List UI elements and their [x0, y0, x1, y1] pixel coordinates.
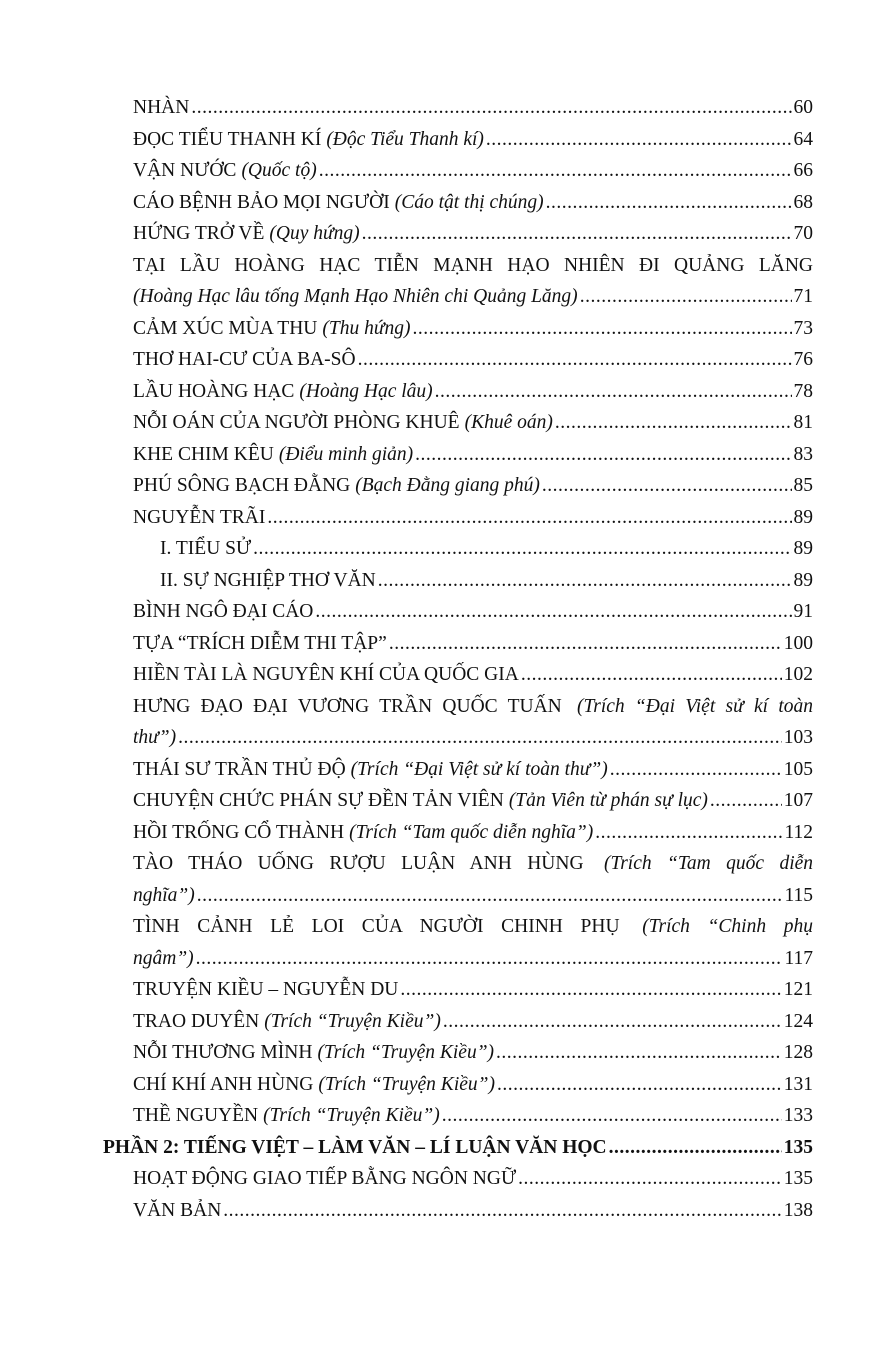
table-of-contents: [103, 92, 813, 1226]
entry-title: TÀO THÁO UỐNG RƯỢU LUẬN ANH HÙNG: [133, 853, 584, 874]
dot-leader: [593, 817, 782, 849]
page-number: 135: [783, 1168, 813, 1189]
entry-subtitle: (Độc Tiểu Thanh kí): [326, 128, 484, 150]
entry-title: LẦU HOÀNG HẠC: [133, 380, 295, 402]
entry-title: HƯNG ĐẠO ĐẠI VƯƠNG TRẦN QUỐC TUẤN: [133, 695, 562, 717]
toc-entry[interactable]: [133, 1195, 813, 1227]
page-number: 66: [793, 160, 813, 181]
page-number: 138: [783, 1199, 813, 1221]
dot-leader: [494, 1037, 782, 1069]
toc-entry[interactable]: [133, 1069, 813, 1101]
toc-entry[interactable]: [133, 407, 813, 439]
entry-title: KHE CHIM KÊU: [133, 443, 274, 465]
toc-entry-line2[interactable]: [133, 880, 813, 912]
entry-subtitle-continued: nghĩa”): [133, 884, 195, 906]
page-number: 131: [783, 1073, 813, 1095]
toc-entry[interactable]: [133, 565, 813, 597]
dot-leader: [356, 344, 792, 376]
dot-leader: [189, 92, 791, 124]
entry-title: THỀ NGUYỀN: [133, 1105, 259, 1126]
toc-entry[interactable]: [133, 124, 813, 156]
toc-entry-line2[interactable]: [133, 281, 813, 313]
toc-entry-line2[interactable]: [133, 722, 813, 754]
entry-title: CÁO BỆNH BẢO MỌI NGƯỜI: [133, 191, 390, 213]
page-number: 76: [793, 349, 813, 370]
page-number: 117: [784, 947, 813, 969]
entry-title: HỒI TRỐNG CỔ THÀNH: [133, 821, 345, 843]
dot-leader: [516, 1163, 782, 1195]
page-number: 64: [793, 128, 813, 150]
toc-entry[interactable]: [133, 187, 813, 219]
toc-entry-line1[interactable]: [133, 691, 813, 723]
dot-leader: [608, 754, 782, 786]
dot-leader: [413, 439, 791, 471]
dot-leader: [484, 124, 792, 156]
page-number: 103: [783, 727, 813, 748]
page-number: 89: [793, 538, 813, 559]
dot-leader: [398, 974, 781, 1006]
page-number: 81: [793, 412, 813, 433]
entry-title: TRAO DUYÊN: [133, 1010, 260, 1032]
entry-title: HỨNG TRỞ VỀ: [133, 223, 265, 244]
page-number: 100: [783, 632, 813, 654]
entry-subtitle: (Trích “Chinh phụ: [642, 916, 813, 937]
dot-leader: [495, 1069, 782, 1101]
entry-subtitle: (Trích “Tam quốc diễn nghĩa”): [349, 821, 594, 843]
dot-leader: [553, 407, 792, 439]
page-number: 135: [783, 1136, 813, 1158]
entry-title: II. SỰ NGHIỆP THƠ VĂN: [160, 569, 376, 591]
toc-entry[interactable]: [133, 470, 813, 502]
entry-title: BÌNH NGÔ ĐẠI CÁO: [133, 601, 314, 622]
dot-leader: [313, 596, 791, 628]
page-number: 115: [784, 884, 813, 906]
toc-entry-line1[interactable]: [133, 911, 813, 943]
entry-title: TRUYỆN KIỀU – NGUYỄN DU: [133, 979, 399, 1000]
entry-title: CẢM XÚC MÙA THU: [133, 317, 318, 339]
toc-entry[interactable]: [133, 155, 813, 187]
toc-entry[interactable]: [133, 533, 813, 565]
entry-title: NGUYỄN TRÃI: [133, 506, 266, 528]
toc-entry[interactable]: [133, 344, 813, 376]
entry-subtitle: (Trích “Tam quốc diễn: [603, 853, 813, 874]
page-number: 70: [793, 223, 813, 244]
dot-leader: [376, 565, 792, 597]
page-number: 89: [793, 569, 813, 591]
entry-subtitle: (Quốc tộ): [241, 160, 317, 181]
entry-subtitle: (Trích “Truyện Kiều”): [264, 1010, 441, 1032]
entry-title: VẬN NƯỚC: [133, 160, 237, 181]
dot-leader: [317, 155, 792, 187]
entry-subtitle: (Điểu minh giản): [278, 443, 414, 465]
toc-entry[interactable]: [133, 974, 813, 1006]
page-number: 83: [793, 443, 813, 465]
entry-title: VĂN BẢN: [133, 1199, 222, 1221]
dot-leader: [607, 1132, 782, 1164]
page-number: 73: [793, 317, 813, 339]
toc-entry[interactable]: [133, 817, 813, 849]
page-number: 107: [783, 790, 813, 811]
dot-leader: [440, 1100, 782, 1132]
dot-leader: [195, 880, 783, 912]
toc-entry[interactable]: [133, 1006, 813, 1038]
page-number: 85: [793, 475, 813, 496]
entry-title: TÌNH CẢNH LẺ LOI CỦA NGƯỜI CHINH PHỤ: [133, 916, 620, 937]
entry-title: NHÀN: [133, 97, 190, 118]
dot-leader: [433, 376, 792, 408]
page-number: 102: [783, 664, 813, 685]
entry-subtitle: (Trích “Đại Việt sử kí toàn thư”): [350, 758, 608, 780]
page-number: 128: [783, 1042, 813, 1063]
dot-leader: [441, 1006, 782, 1038]
entry-subtitle: (Trích “Truyện Kiều”): [317, 1042, 495, 1063]
toc-entry-line1[interactable]: [133, 848, 813, 880]
dot-leader: [578, 281, 792, 313]
entry-subtitle: (Quy hứng): [269, 223, 360, 244]
entry-title: HIỀN TÀI LÀ NGUYÊN KHÍ CỦA QUỐC GIA: [133, 664, 519, 685]
entry-subtitle: (Khuê oán): [464, 412, 553, 433]
entry-title: THƠ HAI-CƯ CỦA BA-SÔ: [133, 349, 356, 370]
dot-leader: [194, 943, 783, 975]
entry-title: CHÍ KHÍ ANH HÙNG: [133, 1073, 314, 1095]
page-number: 60: [793, 97, 813, 118]
entry-subtitle: (Trích “Truyện Kiều”): [318, 1073, 495, 1095]
page-number: 78: [793, 380, 813, 402]
page-number: 68: [793, 191, 813, 213]
toc-entry-line1[interactable]: [133, 250, 813, 282]
page-number: 124: [783, 1010, 813, 1032]
page-number: 112: [784, 821, 813, 843]
toc-entry[interactable]: [133, 218, 813, 250]
dot-leader: [360, 218, 792, 250]
entry-title: CHUYỆN CHỨC PHÁN SỰ ĐỀN TẢN VIÊN: [133, 790, 504, 811]
toc-entry[interactable]: [133, 1037, 813, 1069]
dot-leader: [708, 785, 782, 817]
toc-part-heading[interactable]: [103, 1132, 813, 1164]
entry-subtitle: (Trích “Đại Việt sử kí toàn: [577, 695, 813, 717]
entry-subtitle: (Thu hứng): [322, 317, 411, 339]
toc-entry[interactable]: [133, 502, 813, 534]
page-number: 105: [783, 758, 813, 780]
dot-leader: [519, 659, 782, 691]
toc-entry[interactable]: [133, 1163, 813, 1195]
entry-subtitle: (Bạch Đằng giang phú): [355, 475, 540, 496]
toc-entry[interactable]: [133, 1100, 813, 1132]
entry-subtitle: (Tản Viên từ phán sự lục): [508, 790, 708, 811]
toc-entry[interactable]: [133, 313, 813, 345]
page-number: 91: [793, 601, 813, 622]
entry-subtitle-continued: ngâm”): [133, 947, 194, 969]
dot-leader: [251, 533, 791, 565]
toc-entry[interactable]: [133, 596, 813, 628]
toc-entry[interactable]: [133, 659, 813, 691]
toc-entry[interactable]: [133, 754, 813, 786]
page-number: 71: [793, 286, 813, 307]
page-number: 121: [783, 979, 813, 1000]
entry-subtitle-continued: thư”): [133, 727, 177, 748]
entry-title: TỰA “TRÍCH DIỄM THI TẬP”: [133, 632, 387, 654]
entry-subtitle-continued: (Hoàng Hạc lâu tống Mạnh Hạo Nhiên chi Quảng Lăng): [133, 286, 578, 307]
page-number: 89: [793, 506, 813, 528]
entry-subtitle: (Hoàng Hạc lâu): [299, 380, 433, 402]
toc-entry[interactable]: [133, 376, 813, 408]
dot-leader: [410, 313, 791, 345]
entry-title: NỖI OÁN CỦA NGƯỜI PHÒNG KHUÊ: [133, 412, 460, 433]
dot-leader: [540, 470, 792, 502]
dot-leader: [176, 722, 782, 754]
entry-subtitle: (Trích “Truyện Kiều”): [263, 1105, 440, 1126]
page-number: 133: [783, 1105, 813, 1126]
toc-entry[interactable]: [133, 785, 813, 817]
toc-entry[interactable]: [133, 92, 813, 124]
entry-title: ĐỌC TIỂU THANH KÍ: [133, 128, 322, 150]
dot-leader: [387, 628, 782, 660]
dot-leader: [265, 502, 791, 534]
dot-leader: [221, 1195, 781, 1227]
toc-entry[interactable]: [133, 439, 813, 471]
entry-title: TẠI LẦU HOÀNG HẠC TIỄN MẠNH HẠO NHIÊN ĐI QUẢNG LĂNG: [133, 254, 813, 276]
dot-leader: [544, 187, 792, 219]
entry-title: PHÚ SÔNG BẠCH ĐẰNG: [133, 475, 351, 496]
entry-title: PHẦN 2: TIẾNG VIỆT – LÀM VĂN – LÍ LUẬN VĂN HỌC: [103, 1136, 607, 1158]
toc-entry-line2[interactable]: [133, 943, 813, 975]
entry-title: NỖI THƯƠNG MÌNH: [133, 1042, 313, 1063]
entry-title: THÁI SƯ TRẦN THỦ ĐỘ: [133, 758, 346, 780]
entry-subtitle: (Cáo tật thị chúng): [394, 191, 544, 213]
entry-title: I. TIỂU SỬ: [160, 538, 252, 559]
entry-title: HOẠT ĐỘNG GIAO TIẾP BẰNG NGÔN NGỮ: [133, 1168, 517, 1189]
toc-entry[interactable]: [133, 628, 813, 660]
